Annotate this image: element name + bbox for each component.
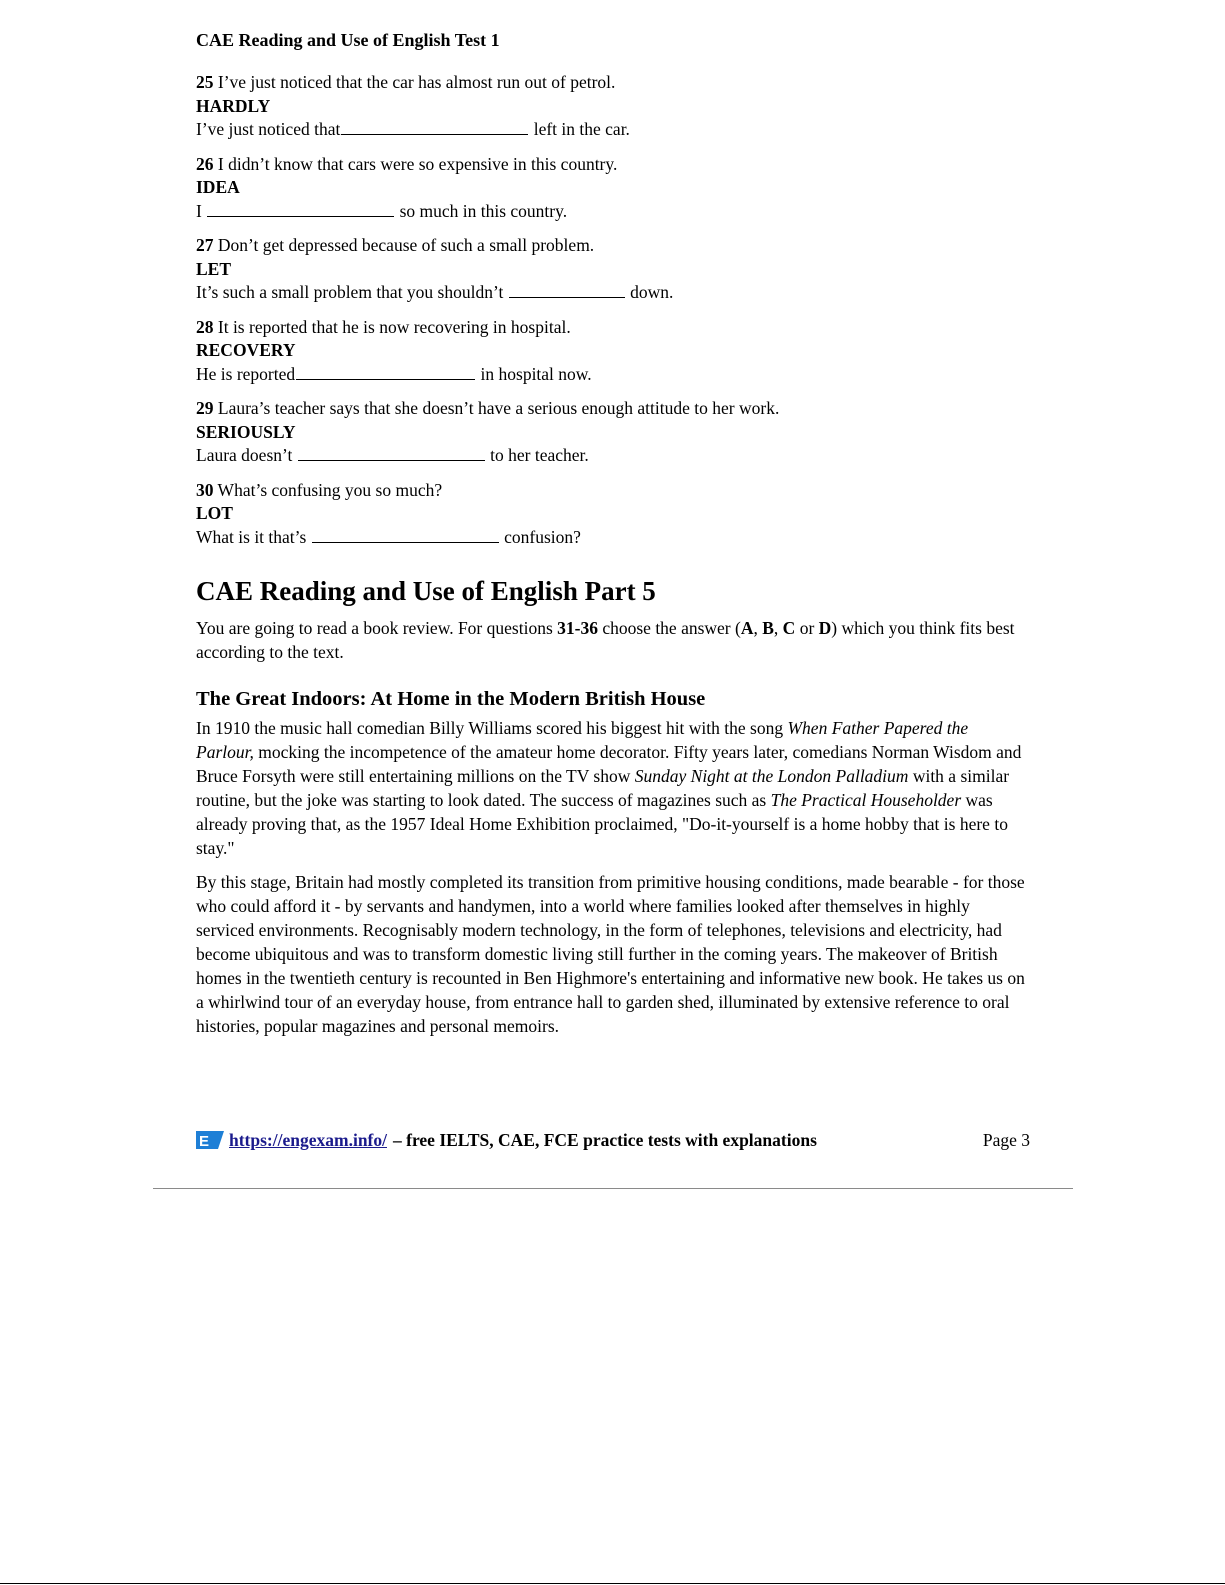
question-prompt: I’ve just noticed that the car has almost run out of petrol. xyxy=(213,72,616,92)
answer-suffix: to her teacher. xyxy=(485,445,589,465)
page-edge-divider xyxy=(0,1583,1225,1584)
intro-text: You are going to read a book review. For questions xyxy=(196,618,558,638)
question-keyword: HARDLY xyxy=(196,95,271,116)
answer-blank[interactable] xyxy=(298,445,485,461)
article-title: The Great Indoors: At Home in the Modern British House xyxy=(196,688,706,710)
answer-blank[interactable] xyxy=(312,527,499,543)
question-prompt: I didn’t know that cars were so expensive in this country. xyxy=(213,153,618,174)
question-number: 28 xyxy=(196,316,214,337)
answer-prefix: Laura doesn’t xyxy=(196,445,297,465)
intro-text: choose the answer ( xyxy=(597,618,741,638)
svg-text:E: E xyxy=(199,1133,210,1149)
answer-blank[interactable] xyxy=(509,282,625,298)
answer-suffix: confusion? xyxy=(499,526,581,547)
question-number: 26 xyxy=(196,153,214,174)
option-c: C xyxy=(782,618,796,638)
question-26 xyxy=(196,153,1036,224)
question-27 xyxy=(196,234,1036,305)
article-paragraph-2: By this stage, Britain had mostly completed its transition from primitive housing conditions, made bearable - for those who could afford it - by servants and handymen, into a world where families looked after themselves in highly serviced environments. Recognisably modern technology, in the form of telephones, televisions and electricity, had become ubiquitous and was to transform domestic living still further in the coming years. The makeover of British homes in the twentieth century is recounted in Ben Highmore's entertaining and informative new book. He takes us on a whirlwind tour of an everyday house, from entrance hall to garden shed, illuminated by extensive reference to oral histories, popular magazines and personal memoirs. xyxy=(196,872,1025,1036)
question-29 xyxy=(196,397,1036,468)
question-number: 27 xyxy=(196,235,214,255)
question-25 xyxy=(196,71,1036,142)
answer-prefix: I xyxy=(196,200,207,221)
page-number: Page 3 xyxy=(982,1130,1030,1150)
question-keyword: RECOVERY xyxy=(196,340,296,360)
footer-divider xyxy=(153,1188,1073,1189)
answer-prefix: He is reported xyxy=(196,363,296,384)
part-instructions xyxy=(196,617,1026,664)
question-keyword: LET xyxy=(196,258,232,279)
question-keyword: LOT xyxy=(196,503,233,523)
question-prompt: It is reported that he is now recovering in hospital. xyxy=(213,316,571,337)
page-header-title: CAE Reading and Use of English Test 1 xyxy=(196,30,500,50)
answer-suffix: down. xyxy=(625,282,674,302)
option-b: B xyxy=(762,618,774,638)
article-paragraph-1: In 1910 the music hall comedian Billy Williams scored his biggest hit with the song When Father Papered the Parlour, mocking the incompetence of the amateur home decorator. Fifty years later, comedians Norman Wisdom and Bruce Forsyth were still entertaining millions on the TV show Sunday Night at the London Palladium with a similar routine, but the joke was starting to look dated. The success of magazines such as The Practical Householder was already proving that, as the 1957 Ideal Home Exhibition proclaimed, "Do-it-yourself is a home hobby that is here to stay." xyxy=(196,718,1022,858)
question-keyword: IDEA xyxy=(196,177,240,197)
page-footer xyxy=(196,1128,1030,1152)
song-title: When Father Papered the Parlour, xyxy=(196,718,969,762)
question-range: 31-36 xyxy=(557,618,598,638)
question-prompt: Don’t get depressed because of such a small problem. xyxy=(213,235,595,255)
answer-suffix: left in the car. xyxy=(529,119,630,139)
tv-show-title: Sunday Night at the London Palladium xyxy=(634,766,909,786)
answer-blank[interactable] xyxy=(341,119,528,135)
article-body xyxy=(196,716,1028,1048)
question-number: 25 xyxy=(196,72,214,92)
answer-prefix: It’s such a small problem that you shouldn’t xyxy=(196,282,508,302)
intro-text: ) which you think fits best according to the text. xyxy=(196,618,1015,662)
engexam-link[interactable]: https://engexam.info/ xyxy=(229,1130,387,1150)
question-28 xyxy=(196,316,1036,387)
question-30 xyxy=(196,479,1036,550)
footer-tagline: – free IELTS, CAE, FCE practice tests with explanations xyxy=(393,1130,817,1150)
answer-blank[interactable] xyxy=(207,201,394,217)
intro-text: , xyxy=(753,618,763,638)
engexam-logo-icon xyxy=(196,1131,224,1149)
magazine-title: The Practical Householder xyxy=(770,790,962,810)
transformation-questions xyxy=(196,71,1036,560)
intro-text: or xyxy=(795,618,819,638)
part-title: CAE Reading and Use of English Part 5 xyxy=(196,576,656,606)
option-d: D xyxy=(818,618,832,638)
question-keyword: SERIOUSLY xyxy=(196,421,296,442)
question-number: 29 xyxy=(196,398,214,418)
question-prompt: Laura’s teacher says that she doesn’t have a serious enough attitude to her work. xyxy=(213,398,780,418)
answer-blank[interactable] xyxy=(296,364,475,380)
answer-prefix: What is it that’s xyxy=(196,526,311,547)
answer-suffix: so much in this country. xyxy=(395,200,568,221)
question-number: 30 xyxy=(196,479,214,500)
answer-prefix: I’ve just noticed that xyxy=(196,119,341,139)
option-a: A xyxy=(740,618,754,638)
answer-suffix: in hospital now. xyxy=(476,363,592,384)
intro-text: , xyxy=(773,618,783,638)
question-prompt: What’s confusing you so much? xyxy=(213,479,443,500)
